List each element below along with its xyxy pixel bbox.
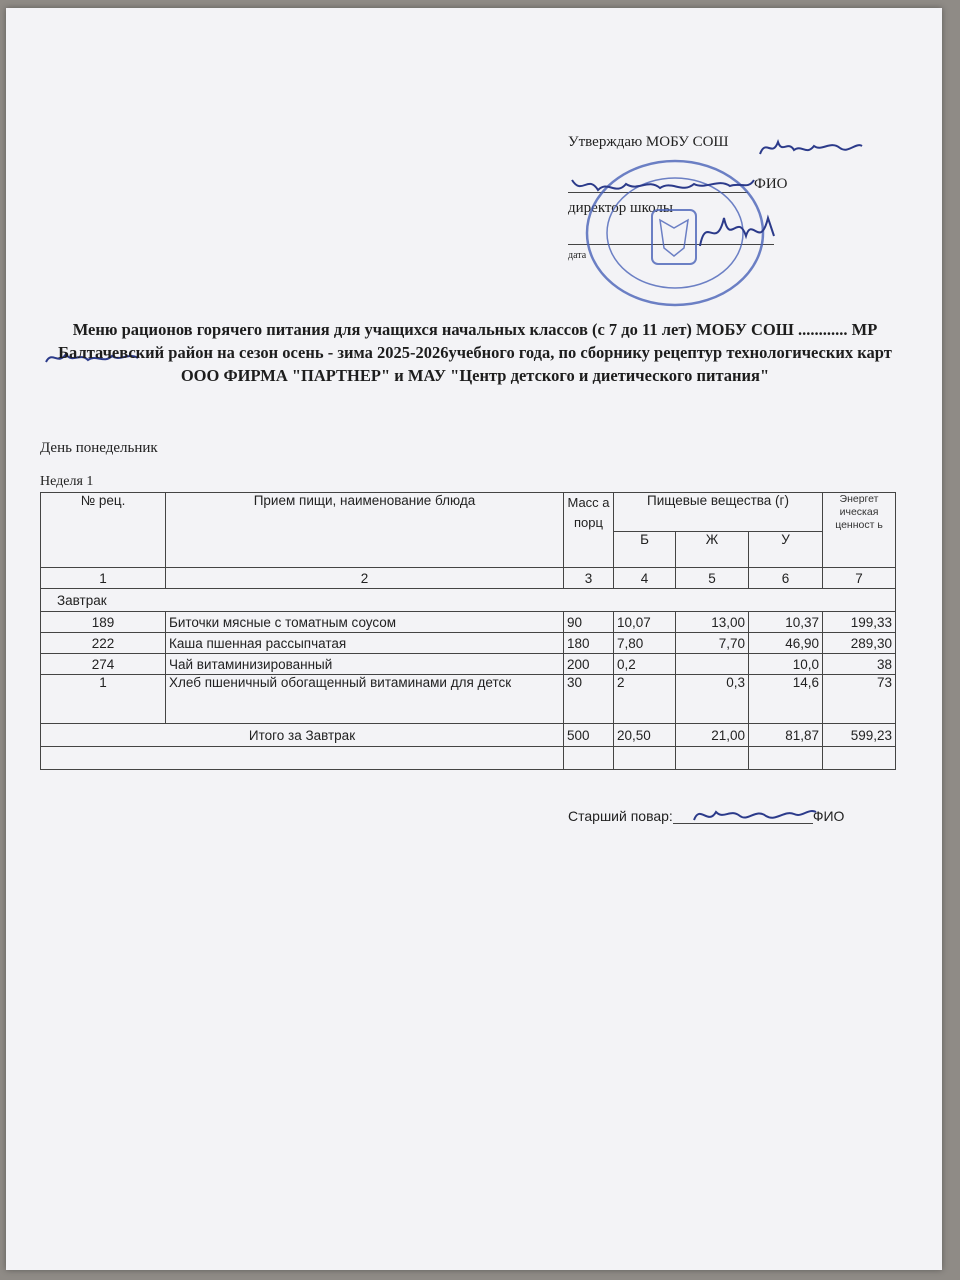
- menu-title: Меню рационов горячего питания для учащихся начальных классов (с 7 до 11 лет) МОБУ СОШ ............ МР Балтачевский район на сезон осень - зима 2025-2026учебного года, по сборнику рецептур технологических карт ООО ФИРМА "ПАРТНЕР" и МАУ "Центр детского и диетического питания": [58, 320, 892, 385]
- dish-name: Хлеб пшеничный обогащенный витаминами для детск: [166, 675, 564, 724]
- fat-value: 7,70: [676, 633, 749, 654]
- section-row: [41, 589, 896, 612]
- portion-mass: 30: [564, 675, 614, 724]
- approve-text: Утверждаю МОБУ СОШ: [568, 134, 729, 150]
- protein-value: 2: [614, 675, 676, 724]
- column-number: 2: [166, 568, 564, 589]
- director-fio-label: ФИО: [754, 176, 788, 192]
- table-header-row: [41, 493, 896, 532]
- fat-value: 13,00: [676, 612, 749, 633]
- empty-row: [41, 747, 896, 770]
- handwritten-signature: [694, 206, 780, 258]
- cook-fio-label: ФИО: [812, 808, 845, 824]
- energy-value: 38: [823, 654, 896, 675]
- date-label: дата: [568, 250, 587, 261]
- empty-cell: [564, 747, 614, 770]
- total-carbs: 81,87: [749, 724, 823, 747]
- portion-mass: 90: [564, 612, 614, 633]
- column-number: 6: [749, 568, 823, 589]
- fat-value: 0,3: [676, 675, 749, 724]
- empty-cell: [41, 747, 564, 770]
- empty-cell: [676, 747, 749, 770]
- empty-cell: [749, 747, 823, 770]
- fat-value: [676, 654, 749, 675]
- column-number: 3: [564, 568, 614, 589]
- section-breakfast-label: Завтрак: [41, 589, 896, 612]
- protein-value: 0,2: [614, 654, 676, 675]
- carbs-value: 14,6: [749, 675, 823, 724]
- empty-cell: [823, 747, 896, 770]
- header-nutrients: Пищевые вещества (г): [614, 493, 823, 532]
- header-protein: Б: [614, 532, 676, 568]
- rec-number: 222: [41, 633, 166, 654]
- total-mass: 500: [564, 724, 614, 747]
- rec-number: 189: [41, 612, 166, 633]
- menu-table: [40, 492, 896, 770]
- header-fat: Ж: [676, 532, 749, 568]
- portion-mass: 200: [564, 654, 614, 675]
- column-number: 1: [41, 568, 166, 589]
- protein-value: 7,80: [614, 633, 676, 654]
- handwritten-signature: [690, 800, 820, 830]
- total-fat: 21,00: [676, 724, 749, 747]
- rec-number: 274: [41, 654, 166, 675]
- table-row: [41, 612, 896, 633]
- carbs-value: 10,0: [749, 654, 823, 675]
- column-number: 4: [614, 568, 676, 589]
- header-energy-value: Энергет ическая ценност ь: [823, 493, 896, 568]
- cook-label: Старший повар:: [568, 808, 673, 824]
- header-carbs: У: [749, 532, 823, 568]
- protein-value: 10,07: [614, 612, 676, 633]
- energy-value: 289,30: [823, 633, 896, 654]
- table-row: [41, 675, 896, 724]
- column-number: 5: [676, 568, 749, 589]
- day-label: День понедельник: [40, 440, 158, 456]
- dish-name: Чай витаминизированный: [166, 654, 564, 675]
- rec-number: 1: [41, 675, 166, 724]
- table-row: [41, 633, 896, 654]
- column-numbers-row: [41, 568, 896, 589]
- energy-value: 199,33: [823, 612, 896, 633]
- header-portion-mass: Масс а порц: [564, 493, 614, 568]
- table-row: [41, 654, 896, 675]
- director-role-label: директор школы: [568, 200, 673, 216]
- handwritten-signature: [756, 132, 866, 162]
- empty-cell: [614, 747, 676, 770]
- total-row: [41, 724, 896, 747]
- portion-mass: 180: [564, 633, 614, 654]
- header-meal-name: Прием пищи, наименование блюда: [166, 493, 564, 568]
- carbs-value: 10,37: [749, 612, 823, 633]
- dish-name: Биточки мясные с томатным соусом: [166, 612, 564, 633]
- dish-name: Каша пшенная рассыпчатая: [166, 633, 564, 654]
- total-label: Итого за Завтрак: [41, 724, 564, 747]
- week-label: Неделя 1: [40, 474, 94, 489]
- header-rec-number: № рец.: [41, 493, 166, 568]
- total-energy: 599,23: [823, 724, 896, 747]
- handwritten-signature: [568, 170, 758, 202]
- carbs-value: 46,90: [749, 633, 823, 654]
- total-protein: 20,50: [614, 724, 676, 747]
- column-number: 7: [823, 568, 896, 589]
- energy-value: 73: [823, 675, 896, 724]
